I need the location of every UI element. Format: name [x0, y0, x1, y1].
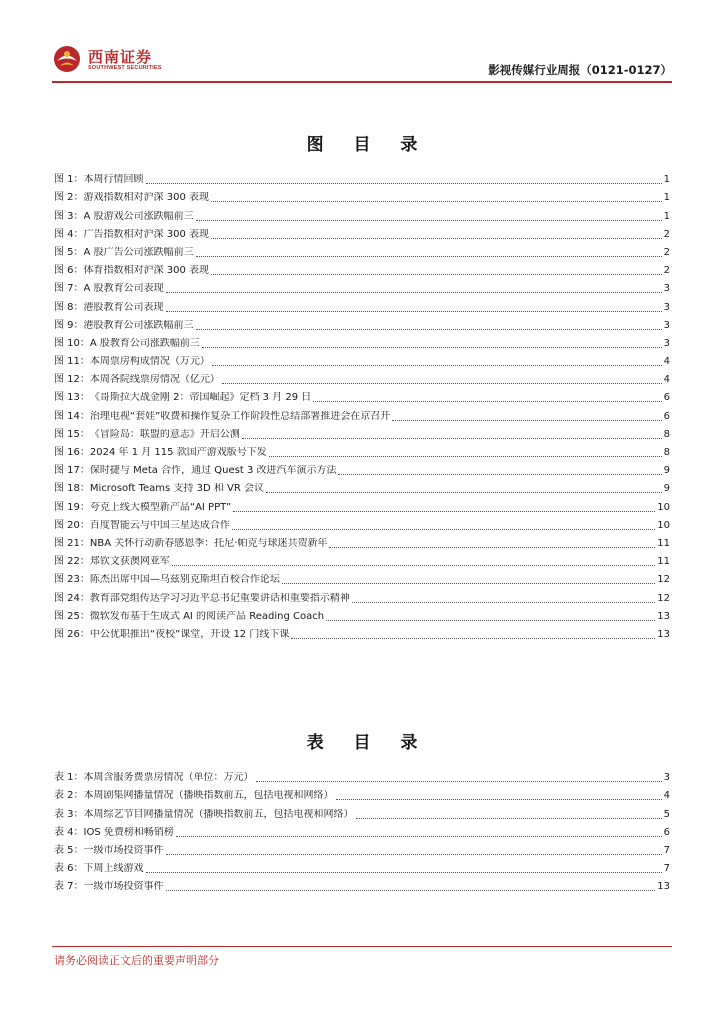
toc-entry-label: 图 11：: [54, 356, 90, 368]
logo-english-name: SOUTHWEST SECURITIES: [88, 65, 162, 71]
toc-entry[interactable]: [54, 766, 670, 784]
toc-entry-text: 郑钦文获澳网亚军: [89, 556, 170, 568]
toc-entry-text: A 股教育公司涨跌幅前三: [89, 337, 200, 349]
toc-entry-page: 2: [663, 246, 670, 258]
toc-entry-page: 12: [657, 574, 670, 586]
toc-entry-page: 2: [663, 228, 670, 240]
toc-entry-text: A 股广告公司涨跌幅前三: [83, 246, 194, 258]
toc-entry-text: 陈杰出席中国—乌兹别克斯坦百校合作论坛: [89, 574, 280, 586]
toc-leader-dots: [196, 256, 662, 257]
toc-entry[interactable]: [54, 259, 670, 277]
toc-leader-dots: [222, 383, 662, 384]
toc-entry-label: 图 3：: [54, 210, 84, 222]
toc-entry-text: 夸克上线大模型新产品“AI PPT”: [89, 501, 232, 513]
toc-entry[interactable]: [54, 532, 670, 550]
toc-entry-text: Microsoft Teams 支持 3D 和 VR 会议: [89, 483, 264, 495]
page-header: [0, 0, 724, 84]
toc-entry[interactable]: [54, 404, 670, 422]
toc-entry-text: IOS 免费榜和畅销榜: [83, 826, 174, 838]
toc-leader-dots: [202, 347, 662, 348]
toc-entry-text: 百度智能云与中国三星达成合作: [89, 519, 230, 531]
toc-entry-label: 图 8：: [54, 301, 84, 313]
toc-entry-text: 下周上线游戏: [83, 863, 144, 875]
toc-entry[interactable]: [54, 875, 670, 893]
report-title: 影视传媒行业周报（0121-0127）: [488, 63, 672, 77]
toc-leader-dots: [352, 602, 655, 603]
toc-entry-label: 图 16：: [54, 447, 90, 458]
toc-entry-page: 10: [657, 501, 670, 513]
toc-entry-page: 1: [663, 192, 670, 204]
toc-entry-page: 4: [663, 790, 670, 802]
toc-entry-label: 图 18：: [54, 483, 90, 495]
toc-entry-text: 体育指数相对沪深 300 表现: [83, 265, 209, 277]
toc-entry-page: 9: [663, 465, 670, 477]
toc-entry[interactable]: [54, 204, 670, 222]
toc-entry-label: 图 13：: [54, 392, 90, 404]
toc-entry-text: A 股游戏公司涨跌幅前三: [83, 210, 194, 222]
toc-entry[interactable]: [54, 857, 670, 875]
toc-entry-label: 图 23：: [54, 574, 90, 586]
toc-entry-page: 7: [663, 863, 670, 875]
toc-entry[interactable]: [54, 623, 670, 641]
toc-entry[interactable]: [54, 241, 670, 259]
toc-entry-text: 《冒险岛：联盟的意志》开启公测: [89, 428, 240, 440]
toc-entry[interactable]: [54, 186, 670, 204]
toc-entry-page: 8: [663, 447, 670, 458]
toc-leader-dots: [266, 492, 662, 493]
toc-entry[interactable]: [54, 332, 670, 350]
toc-entry-page: 6: [663, 826, 670, 838]
toc-entry-label: 表 2：: [54, 790, 84, 802]
toc-entry[interactable]: [54, 368, 670, 386]
toc-entry-label: 图 20：: [54, 519, 90, 531]
toc-leader-dots: [166, 854, 662, 855]
toc-entry-page: 3: [663, 337, 670, 349]
toc-entry-label: 图 12：: [54, 374, 90, 386]
toc-entry-text: 一级市场投资事件: [83, 844, 164, 856]
toc-entry-page: 8: [663, 428, 670, 440]
table-toc-list: [54, 766, 670, 893]
footer-divider: [52, 946, 672, 947]
toc-entry-page: 11: [657, 537, 670, 549]
toc-leader-dots: [166, 311, 662, 312]
figure-toc-title: 图 目 录: [306, 135, 430, 155]
toc-entry[interactable]: [54, 514, 670, 532]
toc-leader-dots: [282, 583, 655, 584]
toc-leader-dots: [256, 781, 662, 782]
toc-entry-page: 6: [663, 392, 670, 404]
toc-leader-dots: [146, 183, 662, 184]
toc-entry-label: 图 10：: [54, 337, 90, 349]
toc-entry-label: 图 25：: [54, 610, 90, 622]
toc-leader-dots: [291, 638, 655, 639]
toc-entry-page: 1: [663, 174, 670, 186]
toc-entry[interactable]: [54, 223, 670, 241]
toc-entry-text: 教育部党组传达学习习近平总书记重要讲话和重要指示精神: [89, 592, 350, 604]
toc-entry-page: 3: [663, 772, 670, 784]
toc-entry[interactable]: [54, 495, 670, 513]
toc-entry-label: 表 6：: [54, 863, 84, 875]
toc-leader-dots: [242, 438, 662, 439]
toc-leader-dots: [392, 420, 661, 421]
toc-leader-dots: [313, 401, 661, 402]
toc-entry-label: 图 1：: [54, 174, 84, 186]
toc-entry-label: 图 2：: [54, 192, 84, 204]
table-toc-title: 表 目 录: [306, 733, 430, 753]
toc-entry-page: 1: [663, 210, 670, 222]
toc-entry-text: 一级市场投资事件: [83, 881, 164, 893]
toc-entry-page: 4: [663, 356, 670, 368]
toc-entry-text: 港股教育公司表现: [83, 301, 164, 313]
toc-entry[interactable]: [54, 441, 670, 459]
toc-entry-label: 图 6：: [54, 265, 84, 277]
toc-entry[interactable]: [54, 821, 670, 839]
toc-entry-label: 图 14：: [54, 410, 90, 422]
toc-entry[interactable]: [54, 477, 670, 495]
toc-entry[interactable]: [54, 605, 670, 623]
toc-entry-label: 图 17：: [54, 465, 90, 477]
toc-entry-page: 13: [657, 881, 670, 893]
footer-disclaimer: 请务必阅读正文后的重要声明部分: [54, 954, 219, 967]
toc-entry-label: 图 15：: [54, 428, 90, 440]
toc-entry-page: 5: [663, 808, 670, 820]
toc-leader-dots: [356, 818, 662, 819]
toc-entry[interactable]: [54, 802, 670, 820]
toc-entry-text: 微软发布基于生成式 AI 的阅读产品 Reading Coach: [89, 610, 325, 622]
toc-leader-dots: [172, 565, 655, 566]
toc-entry-label: 图 9：: [54, 319, 84, 331]
toc-entry[interactable]: [54, 314, 670, 332]
toc-entry-text: 本周含服务费票房情况（单位：万元）: [83, 772, 254, 784]
toc-leader-dots: [211, 201, 662, 202]
toc-entry-text: 2024 年 1 月 115 款国产游戏版号下发: [89, 447, 267, 458]
toc-entry-text: 广告指数相对沪深 300 表现: [83, 228, 209, 240]
toc-entry[interactable]: [54, 459, 670, 477]
toc-entry-page: 3: [663, 283, 670, 295]
toc-entry[interactable]: [54, 586, 670, 604]
toc-entry-label: 图 7：: [54, 283, 84, 295]
toc-entry-text: 游戏指数相对沪深 300 表现: [83, 192, 209, 204]
toc-entry-label: 图 26：: [54, 628, 90, 640]
toc-entry-page: 6: [663, 410, 670, 422]
toc-leader-dots: [233, 511, 655, 512]
toc-entry-text: 本周剧集网播量情况（播映指数前五，包括电视和网络）: [83, 790, 334, 802]
company-logo: [52, 44, 182, 76]
toc-leader-dots: [338, 474, 661, 475]
toc-leader-dots: [336, 799, 662, 800]
toc-entry[interactable]: [54, 568, 670, 586]
toc-entry[interactable]: [54, 784, 670, 802]
toc-entry-page: 9: [663, 483, 670, 495]
toc-entry-text: 港股教育公司涨跌幅前三: [83, 319, 194, 331]
logo-chinese-name: 西南证券: [88, 48, 153, 66]
toc-leader-dots: [269, 456, 662, 457]
figure-toc-list: [54, 168, 670, 641]
toc-leader-dots: [196, 329, 662, 330]
toc-entry-text: 中公优职推出“夜校”课堂，开设 12 门线下课: [89, 628, 290, 640]
toc-leader-dots: [196, 220, 662, 221]
toc-entry-page: 11: [657, 556, 670, 568]
toc-leader-dots: [212, 365, 662, 366]
toc-entry[interactable]: [54, 839, 670, 857]
toc-entry-label: 图 24：: [54, 592, 90, 604]
toc-entry[interactable]: [54, 350, 670, 368]
toc-entry-page: 3: [663, 319, 670, 331]
toc-entry-page: 2: [663, 265, 670, 277]
toc-leader-dots: [326, 620, 655, 621]
toc-leader-dots: [211, 238, 662, 239]
toc-entry-text: 治理电视“套娃”收费和操作复杂工作阶段性总结部署推进会在京召开: [89, 410, 391, 422]
toc-entry-page: 10: [657, 519, 670, 531]
logo-mark-icon: [52, 44, 82, 74]
toc-leader-dots: [166, 292, 662, 293]
toc-entry-label: 图 5：: [54, 246, 84, 258]
toc-entry-label: 表 1：: [54, 772, 84, 784]
toc-entry[interactable]: [54, 277, 670, 295]
toc-entry-text: 本周票房构成情况（万元）: [89, 356, 210, 368]
toc-entry[interactable]: [54, 168, 670, 186]
toc-entry-text: NBA 关怀行动新春感恩季：托尼·帕克与球迷共贺新年: [89, 537, 328, 549]
toc-leader-dots: [166, 890, 656, 891]
toc-entry-page: 7: [663, 844, 670, 856]
toc-entry-label: 表 7：: [54, 881, 84, 893]
toc-leader-dots: [146, 872, 662, 873]
toc-entry-text: 保时捷与 Meta 合作，通过 Quest 3 改进汽车演示方法: [89, 465, 337, 477]
toc-entry-label: 表 5：: [54, 844, 84, 856]
toc-entry[interactable]: [54, 295, 670, 313]
toc-entry-label: 表 3：: [54, 808, 84, 820]
toc-entry-label: 图 21：: [54, 537, 90, 549]
toc-leader-dots: [176, 836, 662, 837]
toc-entry-page: 13: [657, 610, 670, 622]
toc-leader-dots: [211, 274, 662, 275]
header-divider: [52, 81, 672, 83]
toc-entry-text: 本周行情回顾: [83, 174, 144, 186]
toc-entry-text: A 股教育公司表现: [83, 283, 164, 295]
toc-entry-label: 图 4：: [54, 228, 84, 240]
toc-entry-label: 图 22：: [54, 556, 90, 568]
toc-entry-label: 表 4：: [54, 826, 84, 838]
toc-entry-text: 本周综艺节目网播量情况（播映指数前五，包括电视和网络）: [83, 808, 354, 820]
toc-entry-page: 4: [663, 374, 670, 386]
toc-entry-page: 12: [657, 592, 670, 604]
toc-entry[interactable]: [54, 550, 670, 568]
toc-entry-page: 3: [663, 301, 670, 313]
toc-entry-text: 《哥斯拉大战金刚 2：帝国崛起》定档 3 月 29 日: [89, 392, 312, 404]
toc-entry-label: 图 19：: [54, 501, 90, 513]
toc-entry[interactable]: [54, 386, 670, 404]
toc-entry-text: 本周各院线票房情况（亿元）: [89, 374, 220, 386]
toc-leader-dots: [329, 547, 655, 548]
toc-entry-page: 13: [657, 628, 670, 640]
toc-leader-dots: [232, 529, 655, 530]
toc-entry[interactable]: [54, 423, 670, 441]
